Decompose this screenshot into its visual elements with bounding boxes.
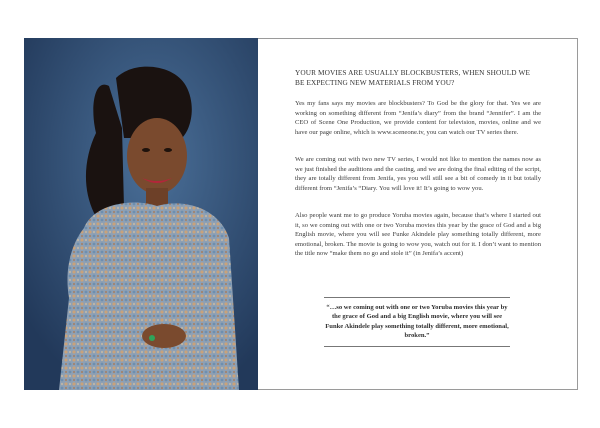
pull-quote: [324, 297, 510, 347]
pull-quote-text: “…so we coming out with one or two Yoruba movies this year by the grace of God and a big English movie, where you will see Funke Akindele play something totally different, more emotional, broken.”: [325, 304, 509, 340]
hands: [142, 324, 186, 348]
answer-paragraph-2: We are coming out with two new TV series, I would not like to mention the names now as we just finished the auditions and the casting, and we are doing the final editing of the script, they are totally different from Jenifa, yes you will still see a bit of comedy in it but totally different from “Jenifa’s “Diary. You will love it! It’s going to wow you.: [295, 156, 541, 192]
portrait-illustration: [24, 38, 258, 390]
interview-question: YOUR MOVIES ARE USUALLY BLOCKBUSTERS, WHEN SHOULD WE BE EXPECTING NEW MATERIALS FROM YOU?: [295, 68, 531, 87]
magazine-spread: [24, 38, 577, 390]
answer-paragraph-3: Also people want me to go produce Yoruba movies again, because that’s where I started out it, so we coming out with one or two Yoruba movies this year by the grace of God and a big English movie, where you will see Funke Akindele play something totally different, more emotional, broken. The movie is going to wow you, watch out for it. I don’t want to mention the title now “make them no go and stole it” (in Jenifa’s accent): [295, 212, 541, 258]
article-page: [258, 38, 578, 390]
ring: [149, 335, 155, 341]
portrait-photo: [24, 38, 258, 390]
answer-paragraph-1: Yes my fans says my movies are blockbusters? To God be the glory for that. Yes we are working on something different from “Jenifa’s diary” from the brand “Jennifer”. I am the CEO of Scene One Production, we provide content for television, movies, online and we have our page online, which is www.sceneone.tv, you can watch our TV series there.: [295, 100, 541, 136]
